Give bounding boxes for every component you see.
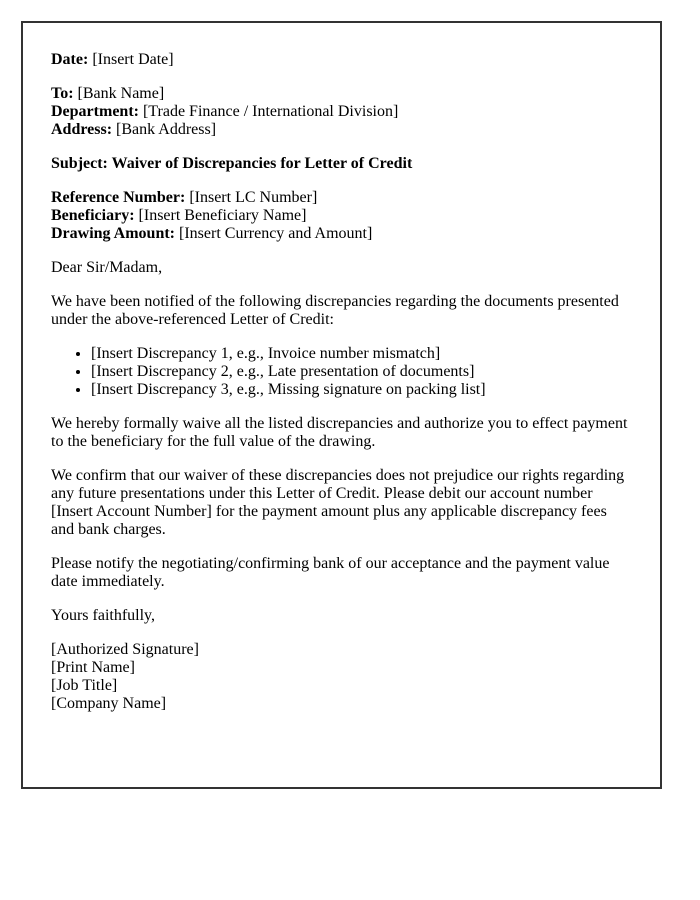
reference-label: Reference Number: <box>51 189 186 206</box>
date-value: [Insert Date] <box>88 51 174 68</box>
date-line <box>51 51 632 69</box>
beneficiary-value: [Insert Beneficiary Name] <box>134 207 307 224</box>
salutation: Dear Sir/Madam, <box>51 259 163 276</box>
intro-paragraph: We have been notified of the following discrepancies regarding the documents presented under the above-referenced Letter of Credit: <box>51 293 619 328</box>
letter-document <box>21 21 662 789</box>
signature-line: [Authorized Signature] <box>51 641 199 658</box>
date-label: Date: <box>51 51 89 68</box>
signature-line: [Job Title] <box>51 677 118 694</box>
list-item: • [Insert Discrepancy 2, e.g., Late presentation of documents] <box>91 363 632 381</box>
list-item: • [Insert Discrepancy 1, e.g., Invoice number mismatch] <box>91 345 632 363</box>
beneficiary-line <box>51 207 632 225</box>
reference-number-line <box>51 189 632 207</box>
drawing-amount-label: Drawing Amount: <box>51 225 176 242</box>
department-label: Department: <box>51 103 139 120</box>
waiver-paragraph: We hereby formally waive all the listed discrepancies and authorize you to effect payment to the beneficiary for the full value of the drawing. <box>51 415 628 450</box>
discrepancy-list <box>51 345 632 399</box>
recipient-department-line <box>51 103 632 121</box>
drawing-amount-line <box>51 225 632 243</box>
notify-paragraph: Please notify the negotiating/confirming bank of our acceptance and the payment value date immediately. <box>51 555 610 590</box>
confirmation-paragraph: We confirm that our waiver of these discrepancies does not prejudice our rights regarding any future presentations under this Letter of Credit. Please debit our account number [Insert Account Number] for the payment amount plus any applicable discrepancy fees and bank charges. <box>51 467 625 538</box>
to-value: [Bank Name] <box>73 85 165 102</box>
recipient-address-line <box>51 121 632 139</box>
recipient-to-line <box>51 85 632 103</box>
address-label: Address: <box>51 121 113 138</box>
reference-value: [Insert LC Number] <box>185 189 318 206</box>
beneficiary-label: Beneficiary: <box>51 207 135 224</box>
to-label: To: <box>51 85 74 102</box>
list-item: • [Insert Discrepancy 3, e.g., Missing signature on packing list] <box>91 381 632 399</box>
signature-line: [Company Name] <box>51 695 167 712</box>
department-value: [Trade Finance / International Division] <box>138 103 399 120</box>
address-value: [Bank Address] <box>112 121 217 138</box>
signature-line: [Print Name] <box>51 659 135 676</box>
drawing-amount-value: [Insert Currency and Amount] <box>175 225 373 242</box>
signature-block <box>51 641 632 713</box>
recipient-block <box>51 85 632 139</box>
closing-line: Yours faithfully, <box>51 607 156 624</box>
subject-line: Subject: Waiver of Discrepancies for Letter of Credit <box>51 155 413 172</box>
lc-details-block <box>51 189 632 243</box>
